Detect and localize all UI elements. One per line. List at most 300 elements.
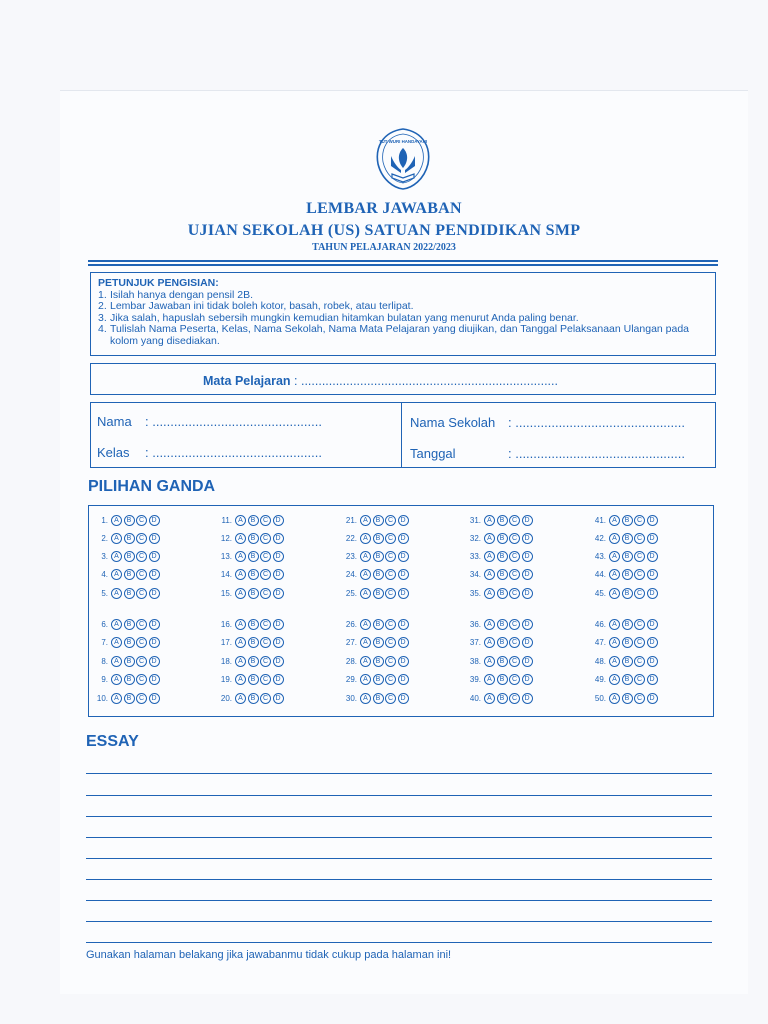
name-label: Nama (97, 414, 132, 429)
answer-bubble[interactable]: C (260, 515, 271, 526)
answer-row-33 (466, 551, 534, 562)
answer-bubble[interactable]: B (124, 515, 135, 526)
question-number: 33. (469, 552, 481, 561)
question-number: 48. (594, 657, 606, 666)
answer-row-22 (342, 533, 410, 544)
answer-bubble[interactable]: A (609, 569, 620, 580)
answer-row-40 (466, 693, 534, 704)
answer-bubble[interactable]: D (522, 693, 533, 704)
answer-bubble[interactable]: B (622, 674, 633, 685)
answer-bubble[interactable]: B (373, 515, 384, 526)
answer-bubble[interactable]: A (111, 515, 122, 526)
answer-bubble[interactable]: C (260, 569, 271, 580)
question-number: 49. (594, 675, 606, 684)
answer-bubble[interactable]: A (484, 674, 495, 685)
essay-line[interactable] (86, 900, 712, 901)
answer-bubble[interactable]: B (622, 551, 633, 562)
tut-wuri-handayani-logo-icon (370, 126, 436, 192)
answer-bubble[interactable]: D (647, 674, 658, 685)
answer-bubble[interactable]: D (273, 656, 284, 667)
answer-bubble[interactable]: C (136, 619, 147, 630)
answer-bubble[interactable]: D (273, 551, 284, 562)
answer-bubble[interactable]: A (111, 619, 122, 630)
answer-bubble[interactable]: D (398, 693, 409, 704)
answer-bubble[interactable]: C (136, 569, 147, 580)
question-number: 14. (220, 570, 232, 579)
question-number: 21. (345, 516, 357, 525)
essay-line[interactable] (86, 816, 712, 817)
answer-bubble[interactable]: D (149, 674, 160, 685)
answer-bubble[interactable]: C (385, 569, 396, 580)
sheet-title: LEMBAR JAWABAN (306, 200, 462, 217)
answer-bubble[interactable]: C (136, 693, 147, 704)
essay-line[interactable] (86, 858, 712, 859)
instruction-item: 4. Tulislah Nama Peserta, Kelas, Nama Sekolah, Nama Mata Pelajaran yang diujikan, dan Tanggal Pelaksanaan Ulangan pada kolom yang disediakan. (98, 323, 690, 347)
answer-bubble[interactable]: D (647, 588, 658, 599)
answer-bubble[interactable]: B (124, 637, 135, 648)
answer-bubble[interactable]: B (497, 619, 508, 630)
answer-bubble[interactable]: C (385, 533, 396, 544)
answer-bubble[interactable]: A (484, 656, 495, 667)
answer-bubble[interactable]: B (124, 674, 135, 685)
answer-bubble[interactable]: C (385, 637, 396, 648)
answer-bubble[interactable]: A (484, 619, 495, 630)
question-number: 1. (101, 516, 108, 525)
answer-bubble[interactable]: B (497, 588, 508, 599)
answer-bubble[interactable]: A (235, 551, 246, 562)
question-number: 45. (594, 589, 606, 598)
answer-bubble[interactable]: B (622, 619, 633, 630)
answer-bubble[interactable]: B (497, 569, 508, 580)
answer-bubble[interactable]: C (385, 693, 396, 704)
question-number: 8. (101, 657, 108, 666)
question-number: 44. (594, 570, 606, 579)
answer-row-48 (591, 656, 659, 667)
answer-bubble[interactable]: A (360, 637, 371, 648)
answer-bubble[interactable]: A (235, 515, 246, 526)
answer-bubble[interactable]: B (248, 656, 259, 667)
answer-bubble[interactable]: D (522, 515, 533, 526)
answer-bubble[interactable]: B (124, 533, 135, 544)
subject-blank[interactable]: : .......................................................................... (294, 374, 558, 388)
answer-bubble[interactable]: D (149, 693, 160, 704)
question-number: 3. (101, 552, 108, 561)
answer-bubble[interactable]: D (398, 619, 409, 630)
answer-bubble[interactable]: A (609, 656, 620, 667)
answer-bubble[interactable]: C (634, 551, 645, 562)
answer-bubble[interactable]: D (149, 619, 160, 630)
answer-bubble[interactable]: A (609, 693, 620, 704)
answer-bubble[interactable]: C (136, 637, 147, 648)
answer-bubble[interactable]: C (634, 637, 645, 648)
answer-row-31 (466, 515, 534, 526)
answer-bubble[interactable]: D (647, 637, 658, 648)
answer-row-23 (342, 551, 410, 562)
answer-bubble[interactable]: B (248, 533, 259, 544)
answer-bubble[interactable]: B (497, 656, 508, 667)
answer-row-44 (591, 569, 659, 580)
question-number: 6. (101, 620, 108, 629)
answer-bubble[interactable]: C (136, 533, 147, 544)
answer-bubble[interactable]: D (522, 588, 533, 599)
answer-bubble[interactable]: D (149, 551, 160, 562)
answer-bubble[interactable]: C (385, 656, 396, 667)
answer-bubble[interactable]: B (373, 674, 384, 685)
answer-row-20 (217, 693, 285, 704)
answer-bubble[interactable]: D (647, 569, 658, 580)
answer-bubble[interactable]: A (484, 693, 495, 704)
answer-bubble[interactable]: B (622, 588, 633, 599)
answer-bubble[interactable]: D (398, 515, 409, 526)
answer-row-36 (466, 619, 534, 630)
instructions-heading: PETUNJUK PENGISIAN: (98, 277, 219, 289)
answer-bubble[interactable]: B (497, 637, 508, 648)
answer-bubble[interactable]: B (622, 569, 633, 580)
answer-bubble[interactable]: D (398, 569, 409, 580)
instruction-item: 1. Isilah hanya dengan pensil 2B. (98, 288, 254, 301)
question-number: 47. (594, 638, 606, 647)
answer-bubble[interactable]: A (360, 515, 371, 526)
answer-bubble[interactable]: C (634, 533, 645, 544)
answer-bubble[interactable]: D (273, 515, 284, 526)
answer-bubble[interactable]: A (111, 693, 122, 704)
answer-bubble[interactable]: C (634, 674, 645, 685)
answer-row-3 (93, 551, 161, 562)
answer-bubble[interactable]: A (111, 569, 122, 580)
answer-bubble[interactable]: A (609, 551, 620, 562)
answer-bubble[interactable]: C (136, 515, 147, 526)
essay-line[interactable] (86, 921, 712, 922)
date-blank[interactable]: : ............................................... (508, 446, 685, 461)
answer-bubble[interactable]: C (260, 656, 271, 667)
date-label: Tanggal (410, 446, 456, 461)
answer-bubble[interactable]: D (647, 515, 658, 526)
name-blank[interactable]: : ............................................... (145, 414, 322, 429)
answer-bubble[interactable]: C (509, 656, 520, 667)
school-blank[interactable]: : ............................................... (508, 415, 685, 430)
answer-bubble[interactable]: D (149, 588, 160, 599)
answer-bubble[interactable]: D (273, 637, 284, 648)
answer-bubble[interactable]: A (111, 533, 122, 544)
answer-bubble[interactable]: D (149, 656, 160, 667)
answer-bubble[interactable]: B (622, 533, 633, 544)
answer-bubble[interactable]: B (497, 515, 508, 526)
answer-bubble[interactable]: B (124, 656, 135, 667)
answer-bubble[interactable]: C (634, 693, 645, 704)
answer-bubble[interactable]: D (398, 533, 409, 544)
answer-bubble[interactable]: B (124, 619, 135, 630)
answer-bubble[interactable]: C (509, 515, 520, 526)
answer-bubble[interactable]: A (360, 619, 371, 630)
question-number: 41. (594, 516, 606, 525)
answer-row-43 (591, 551, 659, 562)
question-number: 5. (101, 589, 108, 598)
answer-bubble[interactable]: A (484, 515, 495, 526)
question-number: 16. (220, 620, 232, 629)
answer-bubble[interactable]: C (509, 674, 520, 685)
answer-bubble[interactable]: B (124, 693, 135, 704)
answer-bubble[interactable]: D (273, 569, 284, 580)
answer-bubble[interactable]: B (124, 551, 135, 562)
answer-bubble[interactable]: C (260, 533, 271, 544)
answer-row-4 (93, 569, 161, 580)
answer-bubble[interactable]: C (634, 569, 645, 580)
answer-bubble[interactable]: A (484, 588, 495, 599)
answer-bubble[interactable]: A (111, 637, 122, 648)
answer-bubble[interactable]: D (647, 619, 658, 630)
answer-bubble[interactable]: A (235, 533, 246, 544)
answer-row-25 (342, 588, 410, 599)
answer-bubble[interactable]: A (360, 588, 371, 599)
answer-bubble[interactable]: C (260, 637, 271, 648)
answer-bubble[interactable]: B (248, 515, 259, 526)
question-number: 40. (469, 694, 481, 703)
answer-row-13 (217, 551, 285, 562)
answer-bubble[interactable]: D (149, 533, 160, 544)
identity-box (90, 402, 716, 468)
essay-heading: ESSAY (86, 733, 139, 750)
question-number: 43. (594, 552, 606, 561)
answer-row-17 (217, 637, 285, 648)
answer-row-30 (342, 693, 410, 704)
answer-bubble[interactable]: C (509, 588, 520, 599)
question-number: 2. (101, 534, 108, 543)
answer-bubble[interactable]: B (497, 693, 508, 704)
answer-bubble[interactable]: D (647, 551, 658, 562)
answer-bubble[interactable]: A (235, 619, 246, 630)
answer-bubble[interactable]: A (484, 551, 495, 562)
answer-bubble[interactable]: D (398, 551, 409, 562)
answer-bubble[interactable]: B (373, 693, 384, 704)
answer-bubble[interactable]: C (509, 533, 520, 544)
answer-bubble[interactable]: D (522, 674, 533, 685)
subject-label: Mata Pelajaran (203, 374, 291, 388)
answer-bubble[interactable]: A (484, 569, 495, 580)
answer-bubble[interactable]: C (136, 551, 147, 562)
answer-bubble[interactable]: B (373, 619, 384, 630)
answer-row-47 (591, 637, 659, 648)
answer-bubble[interactable]: D (273, 619, 284, 630)
answer-row-21 (342, 515, 410, 526)
answer-bubble[interactable]: A (360, 674, 371, 685)
answer-bubble[interactable]: B (373, 551, 384, 562)
answer-bubble[interactable]: C (634, 656, 645, 667)
answer-bubble[interactable]: D (522, 569, 533, 580)
answer-bubble[interactable]: D (522, 656, 533, 667)
answer-bubble[interactable]: A (111, 588, 122, 599)
answer-bubble[interactable]: D (522, 619, 533, 630)
answer-bubble[interactable]: A (609, 588, 620, 599)
answer-bubble[interactable]: C (260, 693, 271, 704)
class-blank[interactable]: : ............................................... (145, 445, 322, 460)
answer-bubble[interactable]: B (622, 515, 633, 526)
answer-row-26 (342, 619, 410, 630)
answer-bubble[interactable]: A (609, 533, 620, 544)
answer-bubble[interactable]: B (497, 674, 508, 685)
answer-bubble[interactable]: B (622, 656, 633, 667)
answer-bubble[interactable]: D (273, 588, 284, 599)
answer-bubble[interactable]: B (124, 569, 135, 580)
answer-bubble[interactable]: D (522, 533, 533, 544)
answer-bubble[interactable]: A (235, 637, 246, 648)
question-number: 15. (220, 589, 232, 598)
answer-bubble[interactable]: A (111, 656, 122, 667)
essay-line[interactable] (86, 879, 712, 880)
answer-bubble[interactable]: D (398, 674, 409, 685)
answer-bubble[interactable]: A (235, 569, 246, 580)
answer-bubble[interactable]: B (248, 551, 259, 562)
question-number: 11. (221, 516, 232, 525)
question-number: 37. (469, 638, 481, 647)
essay-line[interactable] (86, 837, 712, 838)
answer-bubble[interactable]: D (398, 656, 409, 667)
essay-line[interactable] (86, 942, 712, 943)
answer-bubble[interactable]: B (248, 693, 259, 704)
answer-bubble[interactable]: A (360, 656, 371, 667)
answer-bubble[interactable]: A (360, 693, 371, 704)
answer-bubble[interactable]: A (484, 533, 495, 544)
answer-bubble[interactable]: D (398, 637, 409, 648)
answer-row-15 (217, 588, 285, 599)
answer-bubble[interactable]: A (609, 674, 620, 685)
answer-bubble[interactable]: D (522, 551, 533, 562)
answer-bubble[interactable]: C (634, 619, 645, 630)
answer-bubble[interactable]: D (398, 588, 409, 599)
logo-motto: TUT WURI HANDAYANI (378, 139, 428, 144)
answer-bubble[interactable]: C (260, 588, 271, 599)
answer-row-27 (342, 637, 410, 648)
answer-bubble[interactable]: D (273, 533, 284, 544)
answer-bubble[interactable]: B (248, 588, 259, 599)
answer-bubble[interactable]: B (373, 569, 384, 580)
answer-row-8 (93, 656, 161, 667)
answer-bubble[interactable]: B (622, 637, 633, 648)
answer-bubble[interactable]: B (622, 693, 633, 704)
answer-bubble[interactable]: D (149, 569, 160, 580)
answer-bubble[interactable]: C (260, 619, 271, 630)
question-number: 22. (345, 534, 357, 543)
answer-bubble[interactable]: D (273, 674, 284, 685)
answer-row-14 (217, 569, 285, 580)
subject-field-box[interactable] (90, 363, 716, 395)
answer-bubble[interactable]: A (360, 533, 371, 544)
question-number: 39. (469, 675, 481, 684)
answer-bubble[interactable]: A (235, 588, 246, 599)
answer-row-49 (591, 674, 659, 685)
answer-bubble[interactable]: A (360, 551, 371, 562)
answer-bubble[interactable]: B (373, 656, 384, 667)
answer-bubble[interactable]: D (647, 693, 658, 704)
answer-bubble[interactable]: A (609, 515, 620, 526)
answer-bubble[interactable]: C (509, 569, 520, 580)
answer-bubble[interactable]: B (497, 551, 508, 562)
answer-bubble[interactable]: B (373, 588, 384, 599)
answer-row-35 (466, 588, 534, 599)
answer-row-16 (217, 619, 285, 630)
answer-bubble[interactable]: D (149, 637, 160, 648)
answer-bubble[interactable]: B (497, 533, 508, 544)
answer-row-42 (591, 533, 659, 544)
multiple-choice-grid (88, 505, 714, 717)
answer-bubble[interactable]: A (235, 693, 246, 704)
answer-bubble[interactable]: C (634, 588, 645, 599)
answer-row-10 (93, 693, 161, 704)
answer-bubble[interactable]: A (235, 674, 246, 685)
question-number: 26. (345, 620, 357, 629)
answer-bubble[interactable]: C (136, 674, 147, 685)
answer-bubble[interactable]: A (111, 551, 122, 562)
answer-bubble[interactable]: C (509, 619, 520, 630)
question-number: 50. (594, 694, 606, 703)
answer-row-6 (93, 619, 161, 630)
answer-row-11 (217, 515, 285, 526)
question-number: 34. (469, 570, 481, 579)
answer-bubble[interactable]: B (248, 569, 259, 580)
answer-bubble[interactable]: C (509, 551, 520, 562)
answer-bubble[interactable]: C (385, 619, 396, 630)
answer-bubble[interactable]: C (509, 693, 520, 704)
question-number: 24. (345, 570, 357, 579)
answer-bubble[interactable]: C (634, 515, 645, 526)
answer-row-5 (93, 588, 161, 599)
answer-bubble[interactable]: D (149, 515, 160, 526)
exam-title: UJIAN SEKOLAH (US) SATUAN PENDIDIKAN SMP (187, 222, 581, 239)
answer-bubble[interactable]: C (136, 656, 147, 667)
answer-bubble[interactable]: C (385, 588, 396, 599)
answer-bubble[interactable]: C (260, 551, 271, 562)
question-number: 4. (101, 570, 108, 579)
answer-bubble[interactable]: C (385, 515, 396, 526)
answer-bubble[interactable]: C (509, 637, 520, 648)
answer-bubble[interactable]: B (248, 619, 259, 630)
answer-bubble[interactable]: D (522, 637, 533, 648)
answer-bubble[interactable]: B (373, 533, 384, 544)
answer-bubble[interactable]: B (373, 637, 384, 648)
header-rule (88, 260, 718, 262)
question-number: 42. (594, 534, 606, 543)
answer-bubble[interactable]: A (360, 569, 371, 580)
answer-bubble[interactable]: C (385, 674, 396, 685)
answer-bubble[interactable]: D (647, 533, 658, 544)
answer-row-19 (217, 674, 285, 685)
answer-bubble[interactable]: D (647, 656, 658, 667)
question-number: 13. (220, 552, 232, 561)
answer-bubble[interactable]: C (260, 674, 271, 685)
essay-line[interactable] (86, 773, 712, 774)
answer-bubble[interactable]: B (124, 588, 135, 599)
answer-bubble[interactable]: A (609, 619, 620, 630)
answer-bubble[interactable]: C (385, 551, 396, 562)
question-number: 35. (469, 589, 481, 598)
answer-bubble[interactable]: C (136, 588, 147, 599)
answer-bubble[interactable]: A (235, 656, 246, 667)
answer-bubble[interactable]: D (273, 693, 284, 704)
question-number: 27. (345, 638, 357, 647)
answer-row-39 (466, 674, 534, 685)
multiple-choice-heading: PILIHAN GANDA (88, 478, 216, 495)
answer-bubble[interactable]: A (609, 637, 620, 648)
essay-line[interactable] (86, 795, 712, 796)
answer-bubble[interactable]: A (111, 674, 122, 685)
answer-row-32 (466, 533, 534, 544)
answer-row-45 (591, 588, 659, 599)
answer-bubble[interactable]: B (248, 637, 259, 648)
answer-bubble[interactable]: B (248, 674, 259, 685)
answer-row-9 (93, 674, 161, 685)
identity-divider (401, 403, 402, 467)
school-label: Nama Sekolah (410, 415, 496, 430)
answer-bubble[interactable]: A (484, 637, 495, 648)
